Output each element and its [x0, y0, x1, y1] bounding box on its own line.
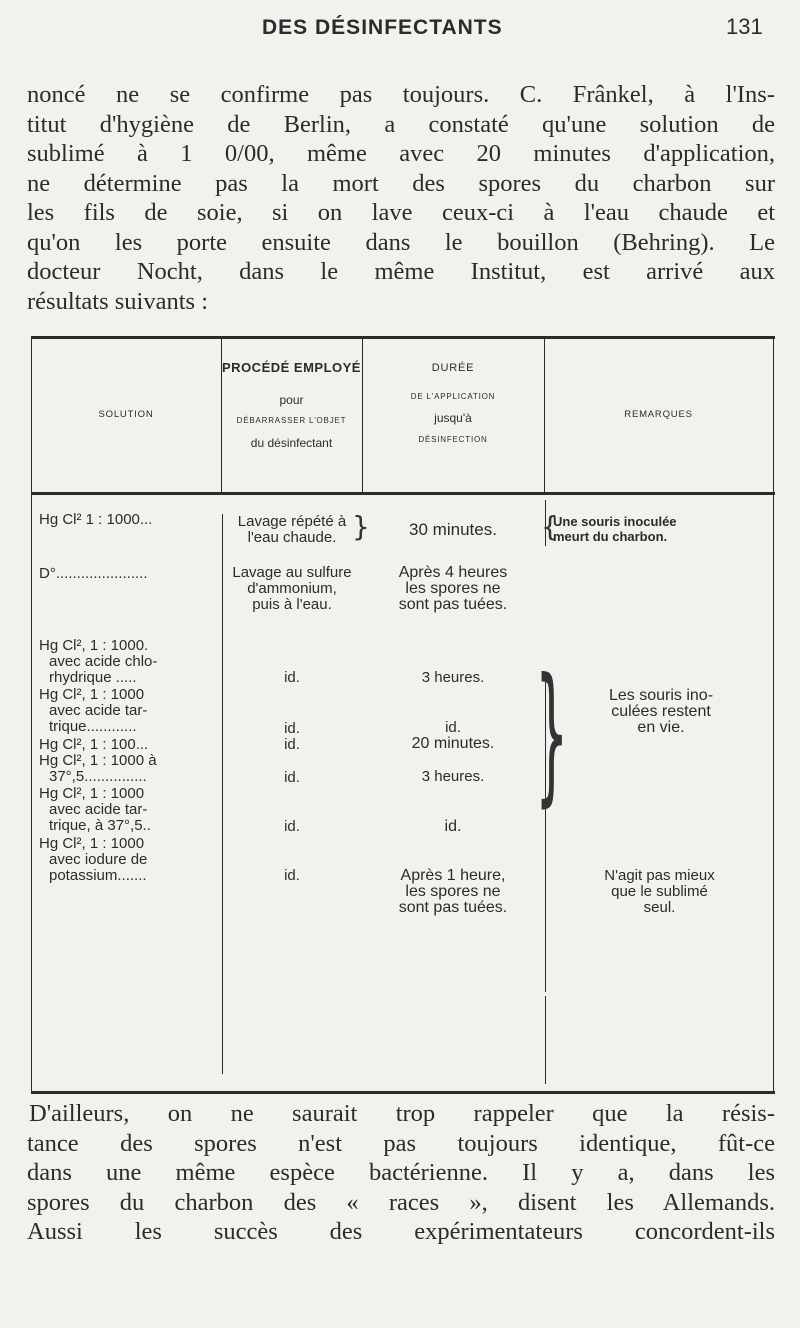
cell-text: Après 4 heures — [398, 564, 508, 581]
results-table — [31, 336, 775, 1096]
cell-text: 20 minutes. — [411, 735, 495, 752]
text-line: ne détermine pas la mort des spores du charbon sur — [27, 169, 775, 197]
procede-cell — [224, 770, 360, 786]
cell-text: que le sublimé — [611, 883, 708, 900]
cell-text: id. — [284, 867, 300, 884]
page-number: 131 — [726, 14, 763, 39]
duree-cell — [364, 720, 542, 736]
table-bottom-rule — [31, 1091, 775, 1094]
header-label: du désinfectant — [250, 436, 333, 450]
cell-text: puis à l'eau. — [252, 596, 332, 613]
procede-cell — [224, 565, 360, 613]
cell-text: Hg Cl², 1 : 1000 — [39, 686, 145, 703]
header-label: DÉBARRASSER L'OBJET — [236, 416, 347, 425]
procede-cell — [224, 737, 360, 753]
cell-text: d'ammonium, — [247, 580, 337, 597]
header-label: SOLUTION — [98, 409, 154, 420]
cell-text: trique............ — [49, 718, 137, 735]
text-line: les fils de soie, si on lave ceux-ci à l'eau chaude et — [27, 199, 775, 226]
cell-text: culées restent — [611, 703, 711, 720]
cell-text: D°...................... — [39, 565, 148, 582]
right-brace: } — [352, 510, 370, 543]
header-label: DE L'APPLICATION — [410, 392, 496, 401]
cell-text: avec acide tar- — [49, 801, 148, 818]
cell-text: Les souris ino- — [608, 687, 714, 704]
header-separator — [31, 492, 775, 495]
cell-text: sont pas tuées. — [398, 899, 508, 916]
duree-cell — [364, 522, 542, 538]
cell-text: potassium....... — [49, 867, 147, 884]
cell-text: id. — [445, 719, 461, 736]
cell-text: en vie. — [637, 719, 685, 736]
procede-cell — [224, 819, 360, 835]
text-line: Aussi les succès des expérimentateurs concordent-ils — [27, 1218, 775, 1245]
text-line: qu'on les porte ensuite dans le bouillon (Behring). Le — [27, 228, 775, 256]
cell-text: Hg Cl², 1 : 1000 — [39, 785, 145, 802]
header-solution — [31, 409, 221, 420]
solution-cell — [39, 638, 157, 686]
duree-cell — [364, 819, 542, 835]
column-divider — [222, 514, 223, 1074]
cell-text: Une souris inoculée — [553, 514, 677, 529]
running-header: DES DÉSINFECTANTS — [262, 16, 503, 39]
cell-text: id. — [284, 769, 300, 786]
cell-text: trique, à 37°,5.. — [49, 817, 151, 834]
cell-text: Hg Cl² 1 : 1000... — [39, 511, 153, 528]
cell-text: id. — [284, 736, 300, 753]
cell-text: Hg Cl², 1 : 1000. — [39, 637, 149, 654]
left-brace: { — [541, 510, 559, 543]
header-label: PROCÉDÉ EMPLOYÉ — [222, 360, 361, 375]
header-remarques — [544, 409, 773, 420]
text-line: tance des spores n'est pas toujours identique, fût-ce — [27, 1129, 775, 1157]
procede-cell — [224, 514, 360, 546]
text-line: noncé ne se confirme pas toujours. C. Frânkel, à l'Ins- — [27, 81, 775, 108]
cell-text: les spores ne — [405, 580, 501, 597]
cell-text: 3 heures. — [421, 669, 485, 686]
duree-cell — [364, 769, 542, 785]
cell-text: avec acide chlo- — [49, 653, 158, 670]
cell-text: seul. — [643, 899, 676, 916]
solution-cell — [39, 786, 151, 834]
solution-cell — [39, 753, 157, 785]
table-right-rule — [773, 336, 774, 1094]
column-divider — [545, 996, 546, 1084]
header-label: REMARQUES — [624, 409, 693, 420]
procede-cell — [224, 670, 360, 686]
solution-cell — [39, 836, 147, 884]
text-line: dans une même espèce bactérienne. Il y a, dans les — [27, 1159, 775, 1186]
outro-paragraph — [27, 1099, 775, 1247]
text-line: titut d'hygiène de Berlin, a constaté qu'une solution de — [27, 110, 775, 138]
duree-cell — [364, 736, 542, 752]
table-left-rule — [31, 336, 32, 1094]
solution-cell — [39, 512, 152, 528]
cell-text: Lavage répété à — [237, 513, 347, 530]
cell-text: rhydrique ..... — [49, 669, 137, 686]
cell-text: Hg Cl², 1 : 1000 à — [39, 752, 157, 769]
cell-text: l'eau chaude. — [247, 529, 337, 546]
cell-text: 3 heures. — [421, 768, 485, 785]
cell-text: Hg Cl², 1 : 1000 — [39, 835, 145, 852]
cell-text: id. — [284, 669, 300, 686]
cell-text: 37°,5............... — [49, 768, 147, 785]
text-line: D'ailleurs, on ne saurait trop rappeler que la résis- — [29, 1100, 775, 1127]
cell-text: Après 1 heure, — [400, 867, 506, 884]
cell-text: sont pas tuées. — [398, 596, 508, 613]
header-duree — [362, 362, 544, 444]
header-label: pour — [279, 393, 304, 407]
cell-text: Hg Cl², 1 : 100... — [39, 736, 149, 753]
cell-text: 30 minutes. — [409, 520, 497, 539]
duree-cell — [364, 670, 542, 686]
cell-text: les spores ne — [405, 883, 501, 900]
table-top-rule — [31, 336, 775, 339]
remarque-cell — [553, 514, 677, 544]
procede-cell — [224, 721, 360, 737]
header-label: DÉSINFECTION — [418, 435, 488, 444]
cell-text: id. — [444, 818, 462, 835]
text-line: docteur Nocht, dans le même Institut, est arrivé aux — [27, 258, 775, 285]
header-label: DURÉE — [431, 362, 475, 374]
duree-cell — [364, 565, 542, 613]
cell-text: avec iodure de — [49, 851, 148, 868]
group-brace: } — [535, 647, 569, 821]
remarque-cell — [561, 688, 761, 736]
header-procede — [221, 360, 362, 450]
procede-cell — [224, 868, 360, 884]
text-line: résultats suivants : — [27, 287, 209, 315]
text-line: sublimé à 1 0/00, même avec 20 minutes d'application, — [27, 140, 775, 167]
cell-text: id. — [284, 818, 300, 835]
cell-text: Lavage au sulfure — [232, 564, 352, 581]
cell-text: N'agit pas mieux — [604, 867, 715, 884]
remarque-cell — [546, 868, 773, 916]
solution-cell — [39, 737, 148, 753]
solution-cell — [39, 687, 147, 735]
solution-cell — [39, 566, 148, 582]
header-label: jusqu'à — [434, 411, 472, 425]
intro-paragraph — [27, 80, 775, 316]
cell-text: avec acide tar- — [49, 702, 148, 719]
text-line: spores du charbon des « races », disent les Allemands. — [27, 1188, 775, 1216]
cell-text: meurt du charbon. — [553, 529, 668, 544]
duree-cell — [364, 868, 542, 916]
cell-text: id. — [284, 720, 300, 737]
